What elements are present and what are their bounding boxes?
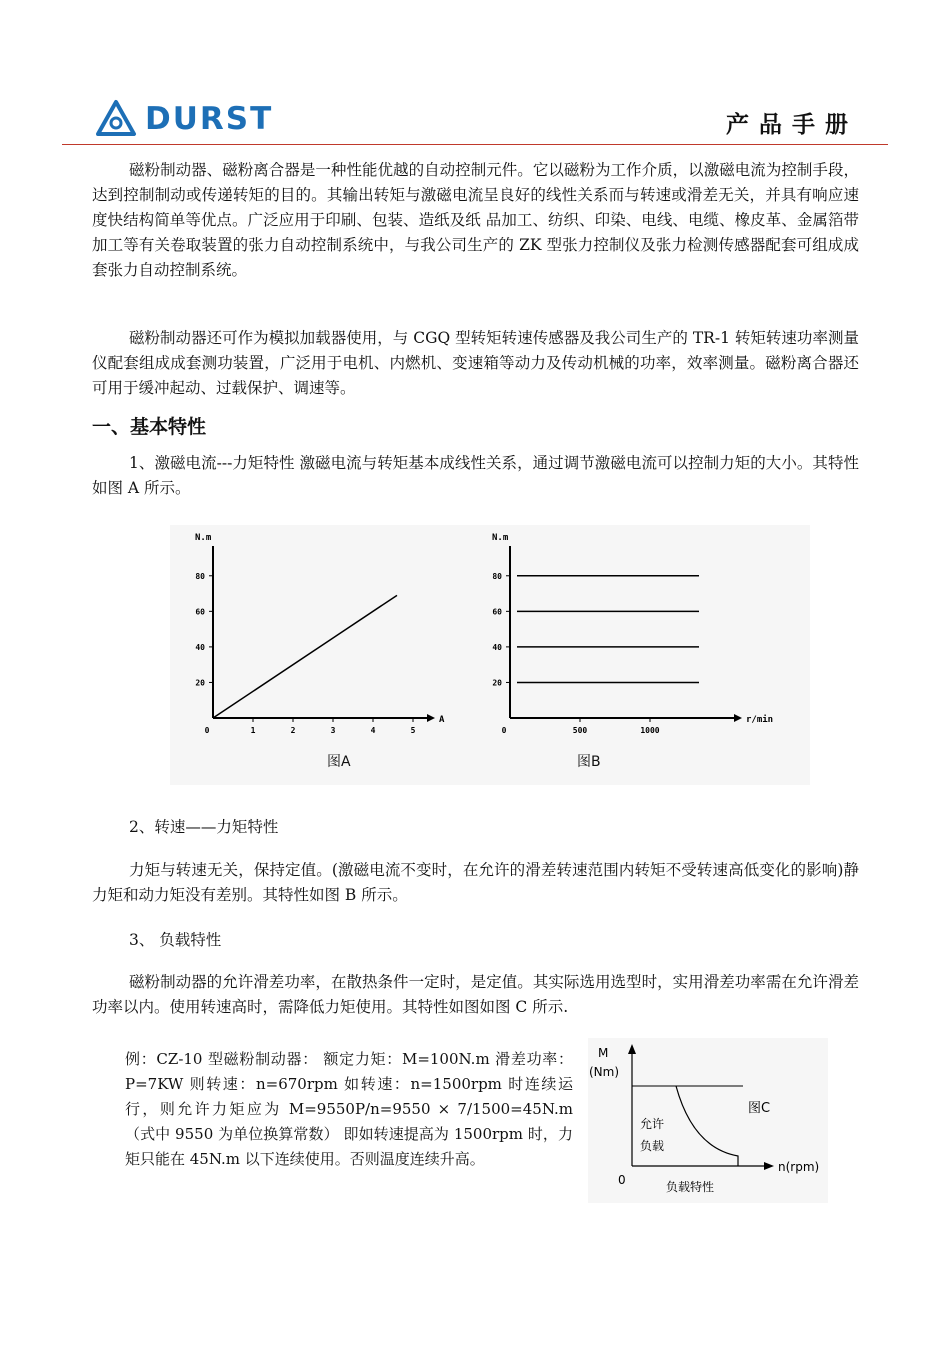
- figure-a-x-label: A: [439, 715, 445, 725]
- figure-b-y-tick-label: 60: [492, 607, 502, 617]
- figure-c-y-label: M: [598, 1046, 609, 1060]
- figure-a-x-tick-label: 4: [370, 726, 376, 735]
- figure-a-x-tick-label: 0: [204, 726, 210, 735]
- figure-b-x-axis-arrow: [734, 714, 742, 722]
- header-divider: [62, 144, 888, 145]
- figure-b-y-tick-label: 40: [492, 642, 502, 652]
- figure-c-bottom-label: 负载特性: [666, 1180, 715, 1194]
- figure-b-y-tick-label: 80: [492, 571, 502, 581]
- figure-a-x-tick-label: 5: [410, 726, 416, 735]
- figure-c-power-curve: [676, 1086, 738, 1166]
- section-heading: 一、基本特性: [92, 416, 207, 438]
- brand-name: DURST: [145, 101, 274, 137]
- durst-logo-icon: [93, 99, 139, 139]
- figure-b-x-tick-label: 1000: [640, 726, 660, 735]
- intro-paragraph-1: 磁粉制动器、磁粉离合器是一种性能优越的自动控制元件。它以磁粉为工作介质，以激磁电流为控制手段，达到控制制动或传递转矩的目的。其输出转矩与激磁电流呈良好的线性关系而与转速或滑差无关，并具有响应速度快结构简单等优点。广泛应用于印刷、包装、造纸及纸 品加工、纺织、印染、电线、电缆、橡皮革、金属箔带加工等有关卷取装置的张力自动控制系统中，与我公司生产的 ZK 型张力控制仪及张力检测传感器配套可组成成套张力自动控制系统。: [92, 161, 859, 279]
- figures-ab-svg: [170, 525, 810, 785]
- item2-text: 力矩与转速无关，保持定值。(激磁电流不变时，在允许的滑差转速范围内转矩不受转速高低变化的影响)静力矩和动力矩没有差别。其特性如图 B 所示。: [92, 861, 859, 904]
- figure-c-origin: 0: [618, 1173, 626, 1187]
- figure-a-y-tick-label: 80: [195, 571, 205, 581]
- figure-c-svg: [588, 1038, 828, 1203]
- figure-a-x-tick-label: 2: [290, 726, 296, 735]
- figure-a-x-tick-label: 3: [330, 726, 336, 735]
- figure-a-y-label: N.m: [195, 533, 212, 543]
- brand-logo: [93, 97, 273, 141]
- figure-a-series-line: [213, 595, 397, 718]
- figure-b-x-label: r/min: [746, 715, 774, 725]
- figure-c: [588, 1038, 828, 1203]
- figures-ab: [170, 525, 810, 785]
- figure-a-y-tick-label: 60: [195, 607, 205, 617]
- figure-c-region-label-2: 负载: [640, 1139, 665, 1153]
- example-text: 例：CZ-10 型磁粉制动器： 额定力矩：M=100N.m 滑差功率：P=7KW 则转速：n=670rpm 如转速：n=1500rpm 时连续运行，则允许力矩应为 M=9550P/n=9550 × 7/1500=45N.m（式中 9550 为单位换算常数） 即如转速提高为 1500rpm 时，力矩只能在 45N.m 以下连续使用。否则温度连续升高。: [125, 1050, 573, 1168]
- figure-a-x-axis-arrow: [427, 714, 435, 722]
- figure-b-y-tick-label: 20: [492, 678, 502, 688]
- figure-c-x-axis-arrow: [764, 1162, 774, 1170]
- figure-c-caption: 图C: [748, 1101, 771, 1116]
- intro-paragraph-2: 磁粉制动器还可作为模拟加载器使用，与 CGQ 型转矩转速传感器及我公司生产的 TR-1 转矩转速功率测量仪配套组成成套测功装置，广泛用于电机、内燃机、变速箱等动力及传动机械的功率，效率测量。磁粉离合器还可用于缓冲起动、过载保护、调速等。: [92, 329, 859, 397]
- figure-b-caption: 图B: [577, 754, 601, 770]
- item3-text: 磁粉制动器的允许滑差功率，在散热条件一定时，是定值。其实际选用选型时，实用滑差功率需在允许滑差功率以内。使用转速高时，需降低力矩使用。其特性如图如图 C 所示.: [92, 973, 859, 1016]
- item3-title: 3、 负载特性: [129, 931, 222, 949]
- figure-a-x-tick-label: 1: [250, 726, 256, 735]
- figure-a-y-tick-label: 20: [195, 678, 205, 688]
- page-header: [0, 0, 950, 150]
- item2-title: 2、转速——力矩特性: [129, 818, 279, 836]
- page-title: 产品手册: [726, 112, 858, 138]
- figure-b-y-label: N.m: [492, 533, 509, 543]
- figure-c-y-unit: (Nm): [589, 1065, 620, 1079]
- figure-c-region-label-1: 允许: [640, 1117, 665, 1131]
- figure-a-caption: 图A: [327, 754, 351, 770]
- figure-b-x-tick-label: 0: [501, 726, 507, 735]
- item1-text: 1、激磁电流---力矩特性 激磁电流与转矩基本成线性关系，通过调节激磁电流可以控制力矩的大小。其特性如图 A 所示。: [92, 454, 859, 497]
- figure-b-x-tick-label: 500: [572, 726, 588, 735]
- figure-c-x-label: n(rpm): [778, 1160, 820, 1174]
- figure-c-y-axis-arrow: [628, 1044, 636, 1054]
- figure-a-y-tick-label: 40: [195, 642, 205, 652]
